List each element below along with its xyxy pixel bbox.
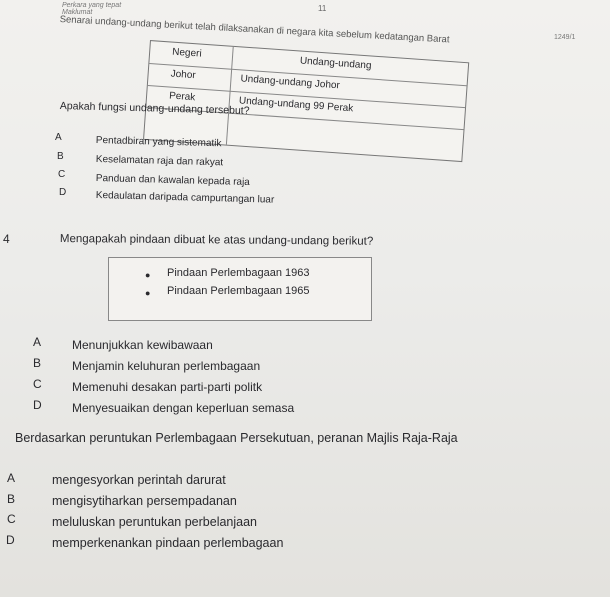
- q13-option-text: Kedaulatan daripada campurtangan luar: [95, 190, 275, 206]
- q13-option-text: Keselamatan raja dan rakyat: [95, 154, 224, 169]
- paper-code: 1249/1: [554, 34, 576, 41]
- q14-option-letter: A: [33, 335, 42, 349]
- q13-option-text: Panduan dan kawalan kepada raja: [95, 173, 250, 189]
- box-item: Pindaan Perlembagaan 1963: [167, 267, 310, 279]
- q14-option-letter: B: [33, 356, 42, 370]
- q13-question: Apakah fungsi undang-undang tersebut?: [59, 100, 250, 117]
- q14-option-text: Menunjukkan kewibawaan: [72, 338, 213, 352]
- table-cell: Undang-undang Johor: [240, 73, 341, 92]
- q15-option-text: meluluskan peruntukan perbelanjaan: [52, 515, 258, 529]
- table-cell: Johor: [170, 68, 197, 82]
- q14-option-text: Menyesuaikan dengan keperluan semasa: [72, 401, 295, 415]
- q13-option-letter: C: [58, 169, 66, 180]
- q15-option-letter: D: [6, 533, 15, 547]
- q14-option-letter: C: [33, 377, 42, 391]
- table-header-law: Undang-undang: [299, 55, 372, 72]
- q15-option-letter: A: [7, 471, 16, 485]
- table-cell: Undang-undang 99 Perak: [238, 95, 354, 115]
- q13-option-letter: B: [57, 151, 64, 162]
- q14-option-text: Menjamin keluhuran perlembagaan: [72, 359, 261, 373]
- q15-option-text: memperkenankan pindaan perlembagaan: [52, 536, 284, 550]
- q14-number: 4: [3, 232, 10, 246]
- q13-option-letter: A: [55, 132, 62, 143]
- q14-option-letter: D: [33, 398, 42, 412]
- q15-option-text: mengesyorkan perintah darurat: [52, 473, 226, 487]
- q13-option-letter: D: [59, 187, 67, 198]
- corner-note-2: Maklumat: [62, 9, 93, 16]
- q15-option-letter: B: [7, 492, 16, 506]
- page-number: 11: [318, 4, 327, 13]
- q15-option-text: mengisytiharkan persempadanan: [52, 494, 237, 508]
- corner-note: Perkara yang tepat: [62, 2, 122, 9]
- q14-option-text: Memenuhi desakan parti-parti politk: [72, 380, 263, 394]
- table-header-state: Negeri: [171, 46, 202, 60]
- box-item: Pindaan Perlembagaan 1965: [167, 285, 310, 297]
- q15-question: Berdasarkan peruntukan Perlembagaan Persekutuan, peranan Majlis Raja-Raja: [15, 431, 458, 445]
- q13-option-text: Pentadbiran yang sistematik: [95, 135, 222, 150]
- q14-question: Mengapakah pindaan dibuat ke atas undang-undang berikut?: [59, 233, 374, 248]
- q13-intro: Senarai undang-undang berikut telah dilaksanakan di negara kita sebelum kedatangan Barat: [59, 14, 450, 46]
- amendment-box: ● Pindaan Perlembagaan 1963 ● Pindaan Perlembagaan 1965: [108, 257, 372, 321]
- q15-option-letter: C: [7, 512, 16, 526]
- table-cell: Perak: [168, 90, 196, 104]
